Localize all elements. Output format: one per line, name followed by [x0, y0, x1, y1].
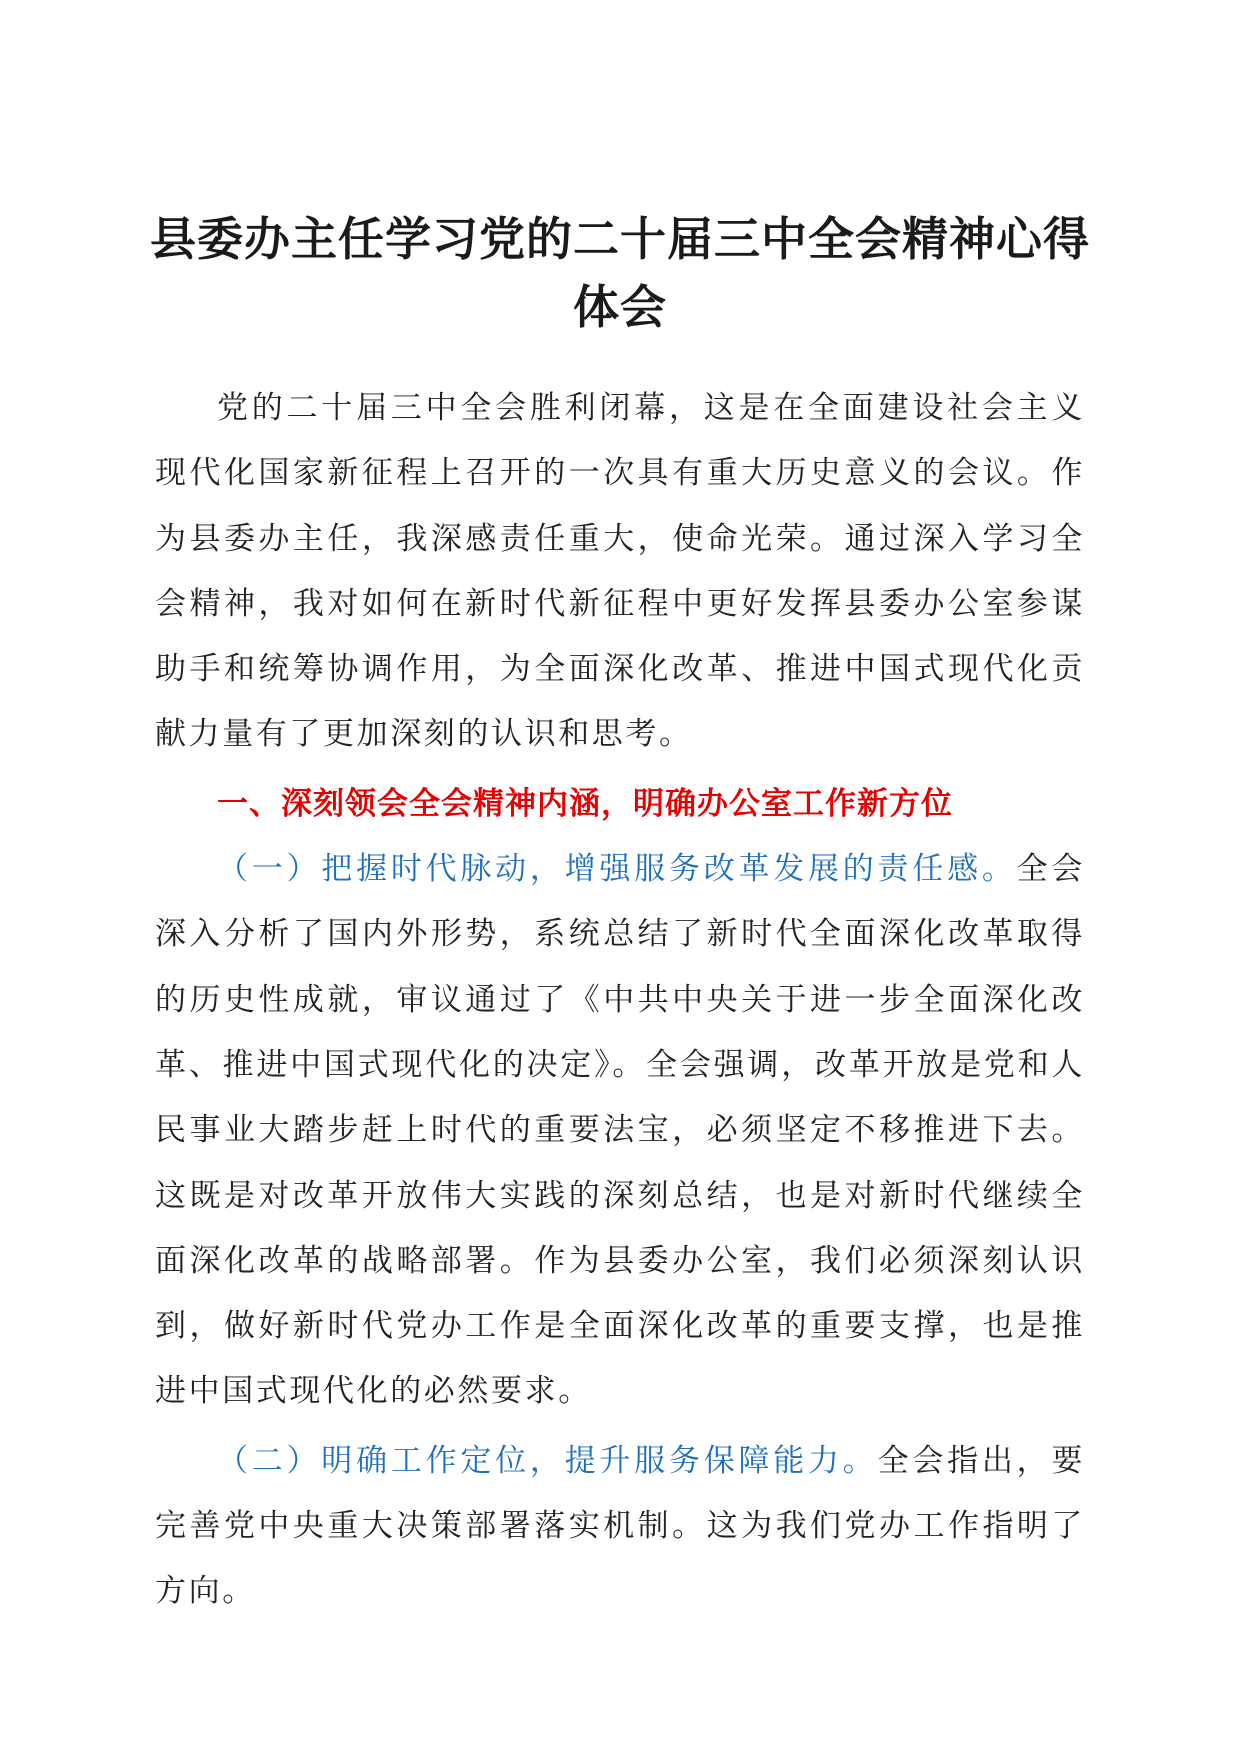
document-body [155, 376, 1085, 1625]
subsection-1-body: 全会深入分析了国内外形势，系统总结了新时代全面深化改革取得的历史性成就，审议通过了《中共中央关于进一步全面深化改革、推进中国式现代化的决定》。全会强调，改革开放是党和人民事业大踏步赶上时代的重要法宝，必须坚定不移推进下去。这既是对改革开放伟大实践的深刻总结，也是对新时代继续全面深化改革的战略部署。作为县委办公室，我们必须深刻认识到，做好新时代党办工作是全面深化改革的重要支撑，也是推进中国式现代化的必然要求。 [155, 851, 1085, 1410]
subsection-2-heading: （二）明确工作定位，提升服务保障能力。 [217, 1442, 878, 1479]
intro-paragraph: 党的二十届三中全会胜利闭幕，这是在全面建设社会主义现代化国家新征程上召开的一次具有重大历史意义的会议。作为县委办主任，我深感责任重大，使命光荣。通过深入学习全会精神，我对如何在新时代新征程中更好发挥县委办公室参谋助手和统筹协调作用，为全面深化改革、推进中国式现代化贡献力量有了更加深刻的认识和思考。 [155, 390, 1085, 753]
document-title: 县委办主任学习党的二十届三中全会精神心得体会 [150, 212, 1090, 334]
subsection-1-heading: （一）把握时代脉动，增强服务改革发展的责任感。 [217, 851, 1017, 888]
subsection-2-body: 全会指出，要完善党中央重大决策部署落实机制。这为我们党办工作指明了方向。 [155, 1442, 1085, 1610]
subsection-1-paragraph [155, 837, 1085, 1425]
section-heading-1: 一、深刻领会全会精神内涵，明确办公室工作新方位 [217, 785, 953, 822]
subsection-2-paragraph [155, 1429, 1085, 1625]
